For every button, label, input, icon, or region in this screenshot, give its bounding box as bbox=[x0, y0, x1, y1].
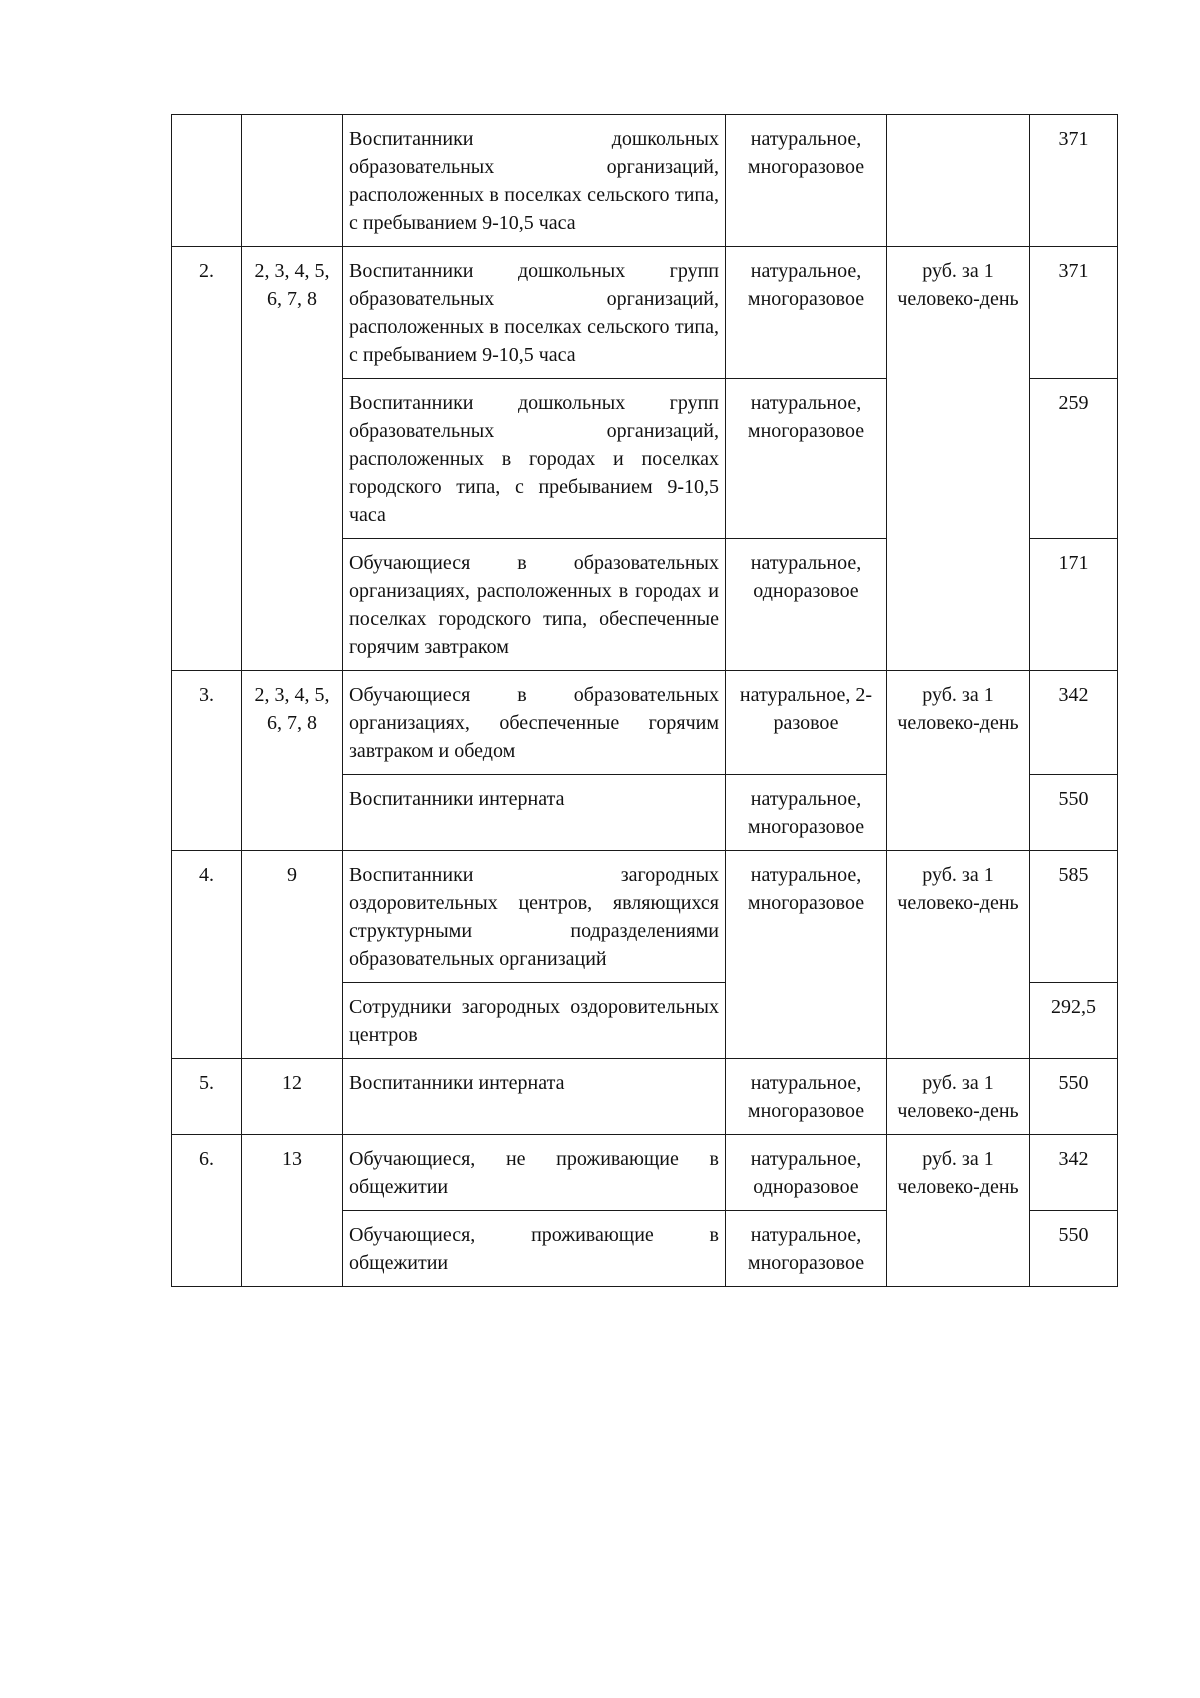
row-category: Сотрудники загородных оздоровительных центров bbox=[343, 983, 726, 1059]
row-price: 550 bbox=[1030, 1059, 1118, 1135]
row-meal-type: натуральное, многоразовое bbox=[726, 1059, 887, 1135]
row-number: 3. bbox=[172, 671, 242, 851]
row-price: 259 bbox=[1030, 379, 1118, 539]
row-price: 342 bbox=[1030, 1135, 1118, 1211]
row-meal-type: натуральное, многоразовое bbox=[726, 247, 887, 379]
row-category: Воспитанники интерната bbox=[343, 775, 726, 851]
row-meal-type: натуральное, многоразовое bbox=[726, 851, 887, 1059]
row-category: Воспитанники интерната bbox=[343, 1059, 726, 1135]
row-category: Обучающиеся в образовательных организациях, обеспеченные горячим завтраком и обедом bbox=[343, 671, 726, 775]
table-row bbox=[172, 115, 1118, 247]
row-category: Обучающиеся, не проживающие в общежитии bbox=[343, 1135, 726, 1211]
row-number bbox=[172, 115, 242, 247]
row-meal-type: натуральное, многоразовое bbox=[726, 379, 887, 539]
row-price: 342 bbox=[1030, 671, 1118, 775]
row-number: 6. bbox=[172, 1135, 242, 1287]
table-row bbox=[172, 247, 1118, 379]
row-category: Воспитанники загородных оздоровительных центров, являющихся структурными подразделениями образовательных организаций bbox=[343, 851, 726, 983]
row-codes: 2, 3, 4, 5, 6, 7, 8 bbox=[242, 671, 343, 851]
row-meal-type: натуральное, многоразовое bbox=[726, 1211, 887, 1287]
table-row bbox=[172, 671, 1118, 775]
row-unit: руб. за 1 человеко-день bbox=[887, 1135, 1030, 1287]
row-unit: руб. за 1 человеко-день bbox=[887, 1059, 1030, 1135]
row-category: Воспитанники дошкольных групп образовательных организаций, расположенных в городах и поселках городского типа, с пребыванием 9-10,5 часа bbox=[343, 379, 726, 539]
table-row bbox=[172, 851, 1118, 983]
row-meal-type: натуральное, одноразовое bbox=[726, 1135, 887, 1211]
row-meal-type: натуральное, многоразовое bbox=[726, 115, 887, 247]
row-unit bbox=[887, 115, 1030, 247]
nutrition-norms-table bbox=[171, 114, 1118, 1287]
row-price: 292,5 bbox=[1030, 983, 1118, 1059]
row-codes bbox=[242, 115, 343, 247]
row-unit: руб. за 1 человеко-день bbox=[887, 851, 1030, 1059]
table-row bbox=[172, 1059, 1118, 1135]
row-unit: руб. за 1 человеко-день bbox=[887, 671, 1030, 851]
row-category: Обучающиеся, проживающие в общежитии bbox=[343, 1211, 726, 1287]
row-number: 4. bbox=[172, 851, 242, 1059]
row-price: 550 bbox=[1030, 775, 1118, 851]
row-meal-type: натуральное, одноразовое bbox=[726, 539, 887, 671]
row-codes: 2, 3, 4, 5, 6, 7, 8 bbox=[242, 247, 343, 671]
table-row bbox=[172, 1135, 1118, 1211]
row-codes: 13 bbox=[242, 1135, 343, 1287]
row-price: 371 bbox=[1030, 115, 1118, 247]
row-category: Воспитанники дошкольных групп образовательных организаций, расположенных в поселках сельского типа, с пребыванием 9-10,5 часа bbox=[343, 247, 726, 379]
row-category: Воспитанники дошкольных образовательных организаций, расположенных в поселках сельского типа, с пребыванием 9-10,5 часа bbox=[343, 115, 726, 247]
row-price: 550 bbox=[1030, 1211, 1118, 1287]
row-unit: руб. за 1 человеко-день bbox=[887, 247, 1030, 671]
row-number: 5. bbox=[172, 1059, 242, 1135]
row-number: 2. bbox=[172, 247, 242, 671]
row-price: 371 bbox=[1030, 247, 1118, 379]
row-meal-type: натуральное, многоразовое bbox=[726, 775, 887, 851]
row-price: 585 bbox=[1030, 851, 1118, 983]
row-meal-type: натуральное, 2-разовое bbox=[726, 671, 887, 775]
row-codes: 12 bbox=[242, 1059, 343, 1135]
row-codes: 9 bbox=[242, 851, 343, 1059]
row-category: Обучающиеся в образовательных организациях, расположенных в городах и поселках городского типа, обеспеченные горячим завтраком bbox=[343, 539, 726, 671]
row-price: 171 bbox=[1030, 539, 1118, 671]
